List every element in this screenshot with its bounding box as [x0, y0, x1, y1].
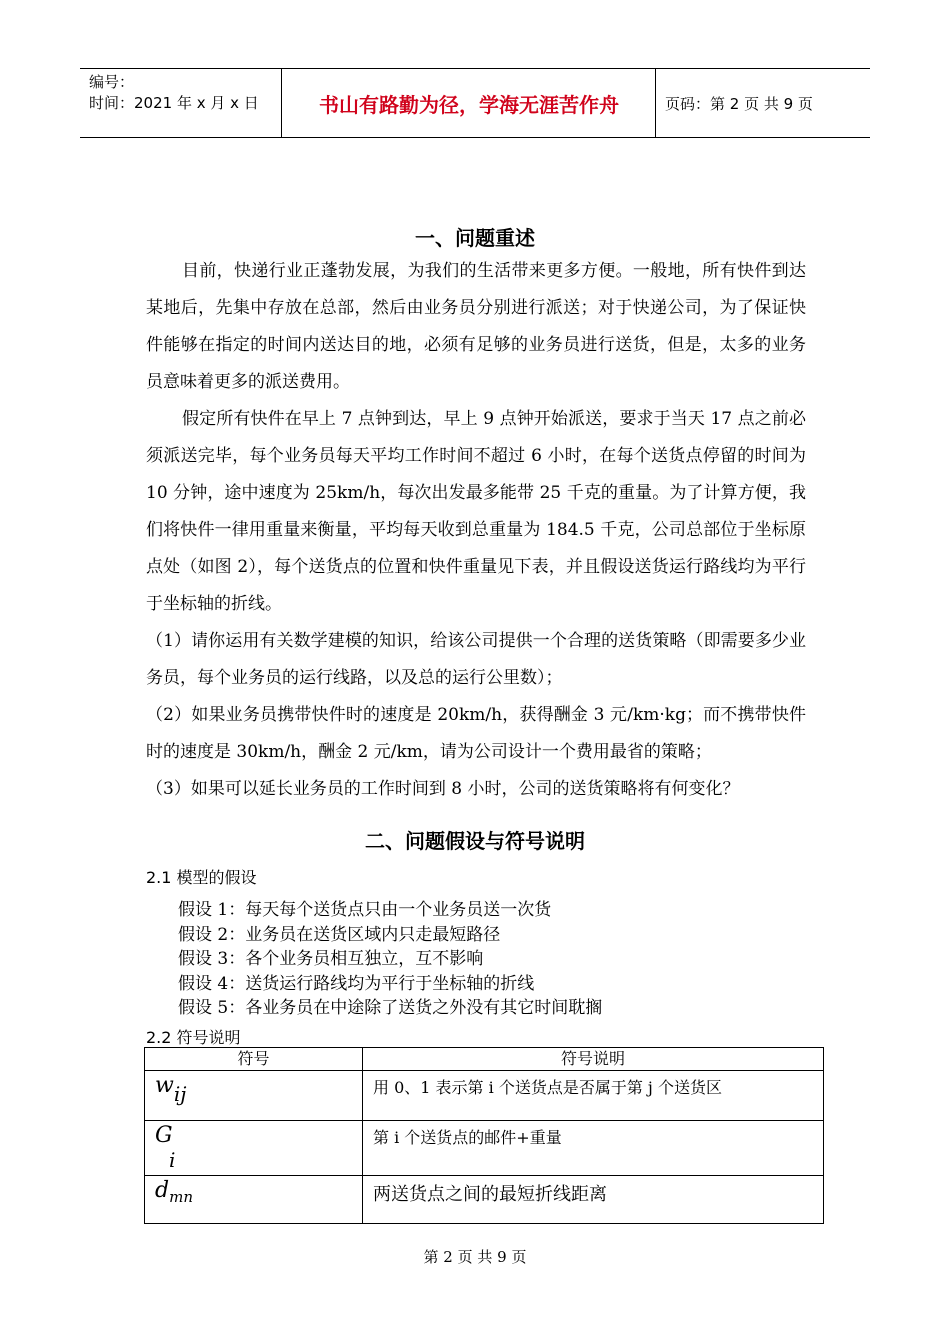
col-desc-header: 符号说明 [363, 1048, 824, 1071]
desc-cell: 第 i 个送货点的邮件+重量 [363, 1121, 824, 1176]
assumption-item: 假设 5：各业务员在中途除了送货之外没有其它时间耽搁 [178, 998, 603, 1018]
question-2: （2）如果业务员携带快件时的速度是 20km/h，获得酬金 3 元/km·kg；而不携带快件时的速度是 30km/h，酬金 2 元/km，请为公司设计一个费用最省的策略； [146, 705, 806, 762]
desc-cell: 两送货点之间的最短折线距离 [363, 1176, 824, 1224]
symbol-cell: $d_{mn}$ [145, 1176, 363, 1224]
symbol-cell: G i [145, 1121, 363, 1176]
table-row [145, 1121, 824, 1176]
section1-title: 一、问题重述 [415, 226, 535, 250]
symbol-cell: wij [145, 1071, 363, 1121]
assumption-list [178, 898, 798, 1021]
assumption-item: 假设 4：送货运行路线均为平行于坐标轴的折线 [178, 973, 535, 994]
section1-body [146, 253, 806, 808]
paragraph: 目前，快递行业正蓬勃发展，为我们的生活带来更多方便。一般地，所有快件到达某地后，先集中存放在总部，然后由业务员分别进行派送；对于快递公司，为了保证快件能够在指定的时间内送达目的地，必须有足够的业务员进行送货，但是，太多的业务员意味着更多的派送费用。 [146, 261, 806, 392]
header-page-label: 页码：第 2 页 共 9 页 [665, 94, 813, 113]
question-1: （1）请你运用有关数学建模的知识，给该公司提供一个合理的送货策略（即需要多少业务员，每个业务员的运行线路，以及总的运行公里数）； [146, 631, 806, 688]
subsection-symbols: 2.2 符号说明 [146, 1028, 241, 1047]
desc-cell: 用 0、1 表示第 i 个送货点是否属于第 j 个送货区 [363, 1071, 824, 1121]
assumption-item: 假设 2：业务员在送货区域内只走最短路径 [178, 924, 501, 945]
page-footer: 第 2 页 共 9 页 [423, 1248, 527, 1266]
doc-time-label: 时间：2021 年 x 月 x 日 [89, 94, 259, 112]
section2-title: 二、问题假设与符号说明 [365, 829, 585, 853]
paragraph: 假定所有快件在早上 7 点钟到达，早上 9 点钟开始派送，要求于当天 17 点之前必须派送完毕，每个业务员每天平均工作时间不超过 6 小时，在每个送货点停留的时间为 10 分钟，途中速度为 25km/h，每次出发最多能带 25 千克的重量。为了计算方便，我们将快件一律用重量来衡量，平均每天收到总重量为 184.5 千克，公司总部位于坐标原点处（如图 2），每个送货点的位置和快件重量见下表，并且假设送货运行路线均为平行于坐标轴的折线。 [146, 409, 806, 614]
subsection-assumptions: 2.1 模型的假设 [146, 868, 257, 887]
symbol-table [144, 1047, 824, 1224]
table-row [145, 1071, 824, 1121]
assumption-item: 假设 3：各个业务员相互独立，互不影响 [178, 949, 484, 969]
page-header [80, 68, 870, 138]
assumption-item: 假设 1：每天每个送货点只由一个业务员送一次货 [178, 900, 552, 920]
col-symbol-header: 符号 [145, 1048, 363, 1071]
table-row [145, 1176, 824, 1224]
header-motto: 书山有路勤为径，学海无涯苦作舟 [283, 69, 656, 137]
doc-number-label: 编号： [89, 73, 135, 91]
header-meta [80, 69, 282, 137]
table-header-row [145, 1048, 824, 1071]
question-3: （3）如果可以延长业务员的工作时间到 8 小时，公司的送货策略将有何变化？ [146, 779, 740, 799]
